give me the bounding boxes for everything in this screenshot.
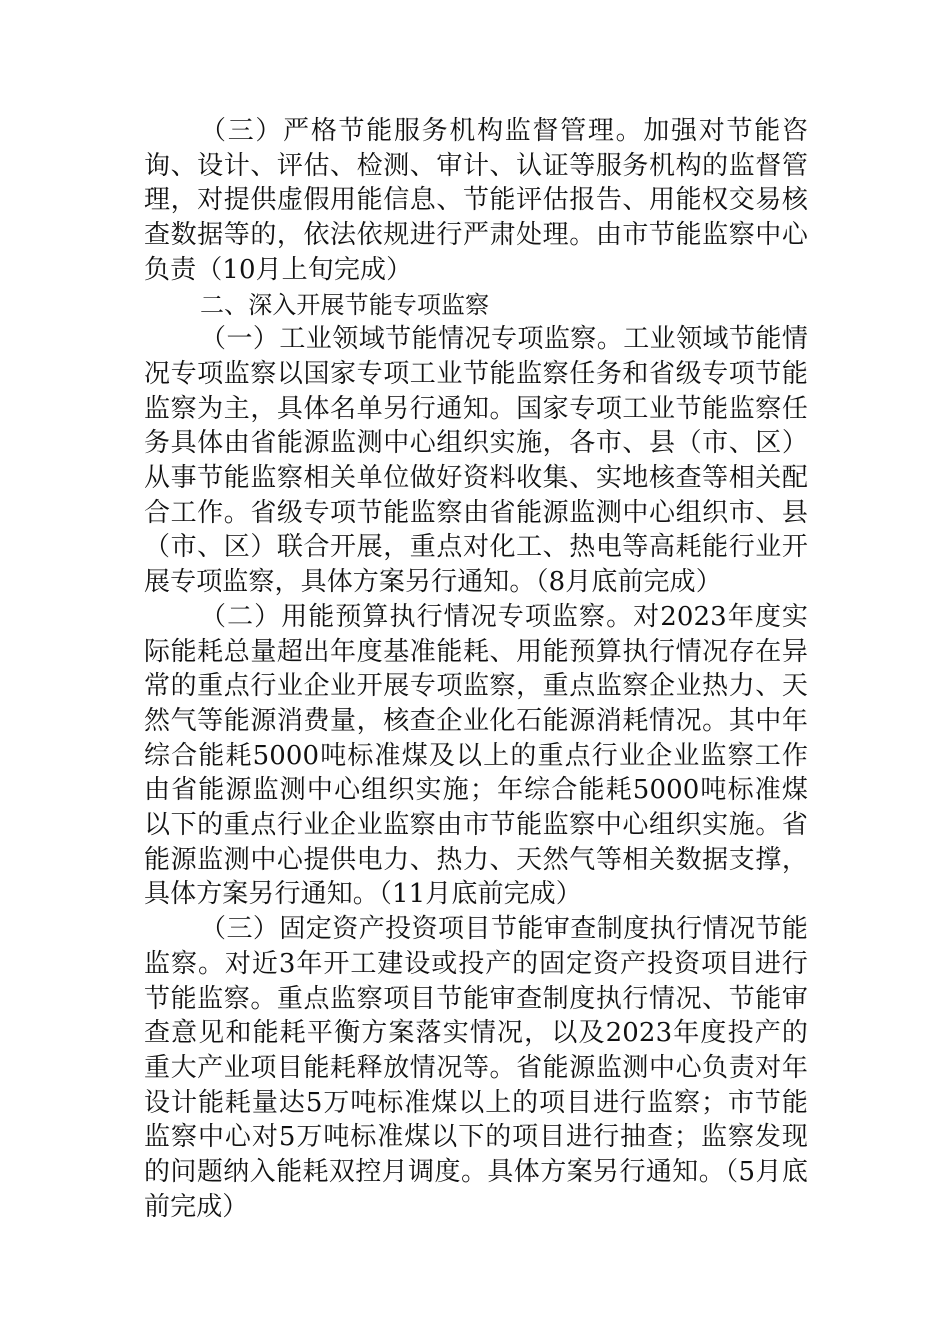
document-body <box>144 114 808 1225</box>
paragraph-service-agency-supervision: （三）严格节能服务机构监督管理。加强对节能咨询、设计、评估、检测、审计、认证等服务机构的监督管理，对提供虚假用能信息、节能评估报告、用能权交易核查数据等的，依法依规进行严肃处理。由市节能监察中心负责（10月上旬完成） <box>144 116 808 285</box>
section-heading-special-supervision: 二、深入开展节能专项监察 <box>200 290 490 319</box>
paragraph-energy-budget-supervision: （二）用能预算执行情况专项监察。对2023年度实际能耗总量超出年度基准能耗、用能预算执行情况存在异常的重点行业企业开展专项监察，重点监察企业热力、天然气等能源消费量，核查企业化石能源消耗情况。其中年综合能耗5000吨标准煤及以上的重点行业企业监察工作由省能源监测中心组织实施；年综合能耗5000吨标准煤以下的重点行业企业监察由市节能监察中心组织实施。省能源监测中心提供电力、热力、天然气等相关数据支撑，具体方案另行通知。（11月底前完成） <box>144 601 808 910</box>
paragraph-industrial-supervision: （一）工业领域节能情况专项监察。工业领域节能情况专项监察以国家专项工业节能监察任务和省级专项节能监察为主，具体名单另行通知。国家专项工业节能监察任务具体由省能源监测中心组织实施，各市、县（市、区）从事节能监察相关单位做好资料收集、实地核查等相关配合工作。省级专项节能监察由省能源监测中心组织市、县（市、区）联合开展，重点对化工、热电等高耗能行业开展专项监察，具体方案另行通知。（8月底前完成） <box>144 324 808 598</box>
paragraph-fixed-asset-project-supervision: （三）固定资产投资项目节能审查制度执行情况节能监察。对近3年开工建设或投产的固定资产投资项目进行节能监察。重点监察项目节能审查制度执行情况、节能审查意见和能耗平衡方案落实情况，以及2023年度投产的重大产业项目能耗释放情况等。省能源监测中心负责对年设计能耗量达5万吨标准煤以上的项目进行监察；市节能监察中心对5万吨标准煤以下的项目进行抽查；监察发现的问题纳入能耗双控月调度。具体方案另行通知。（5月底前完成） <box>144 914 808 1222</box>
